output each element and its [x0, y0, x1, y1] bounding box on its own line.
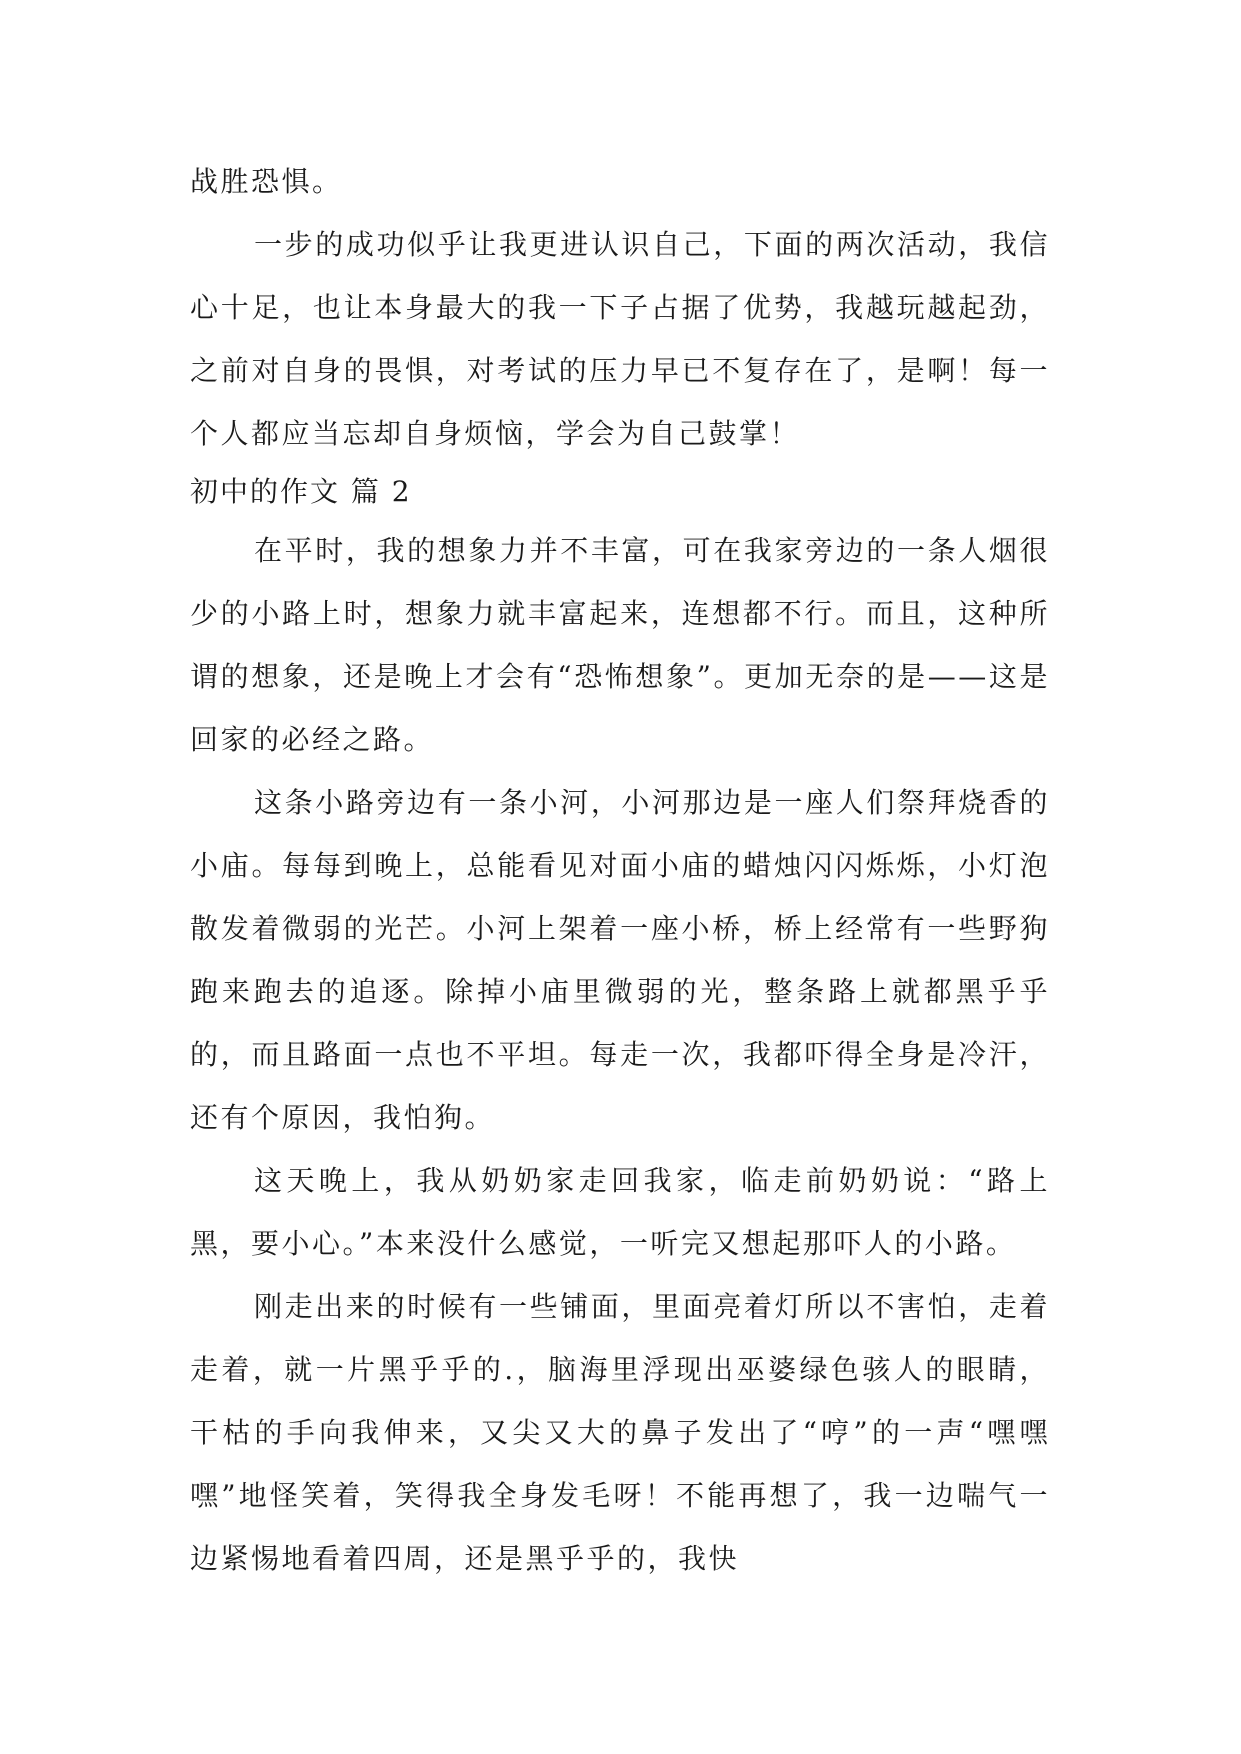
paragraph-3: 这条小路旁边有一条小河，小河那边是一座人们祭拜烧香的小庙。每每到晚上，总能看见对面小庙的蜡烛闪闪烁烁，小灯泡散发着微弱的光芒。小河上架着一座小桥，桥上经常有一些野狗跑来跑去的追逐。除掉小庙里微弱的光，整条路上就都黑乎乎的，而且路面一点也不平坦。每走一次，我都吓得全身是冷汗，还有个原因，我怕狗。 [190, 786, 1050, 1134]
document-body [190, 150, 1050, 1590]
paragraph-2: 在平时，我的想象力并不丰富，可在我家旁边的一条人烟很少的小路上时，想象力就丰富起来，连想都不行。而且，这种所谓的想象，还是晚上才会有“恐怖想象”。更加无奈的是——这是回家的必经之路。 [190, 534, 1050, 756]
paragraph-5: 刚走出来的时候有一些铺面，里面亮着灯所以不害怕，走着走着，就一片黑乎乎的.，脑海里浮现出巫婆绿色骇人的眼睛，干枯的手向我伸来，又尖又大的鼻子发出了“哼”的一声“嘿嘿嘿”地怪笑着，笑得我全身发毛呀！不能再想了，我一边喘气一边紧惕地看着四周，还是黑乎乎的，我快 [190, 1290, 1050, 1575]
paragraph-4: 这天晚上，我从奶奶家走回我家，临走前奶奶说：“路上黑，要小心。”本来没什么感觉，一听完又想起那吓人的小路。 [190, 1164, 1050, 1260]
opening-fragment: 战胜恐惧。 [190, 165, 343, 198]
section-heading: 初中的作文 篇 2 [190, 475, 412, 508]
paragraph-1: 一步的成功似乎让我更进认识自己，下面的两次活动，我信心十足，也让本身最大的我一下子占据了优势，我越玩越起劲，之前对自身的畏惧，对考试的压力早已不复存在了，是啊！每一个人都应当忘却自身烦恼，学会为自己鼓掌！ [190, 228, 1050, 450]
